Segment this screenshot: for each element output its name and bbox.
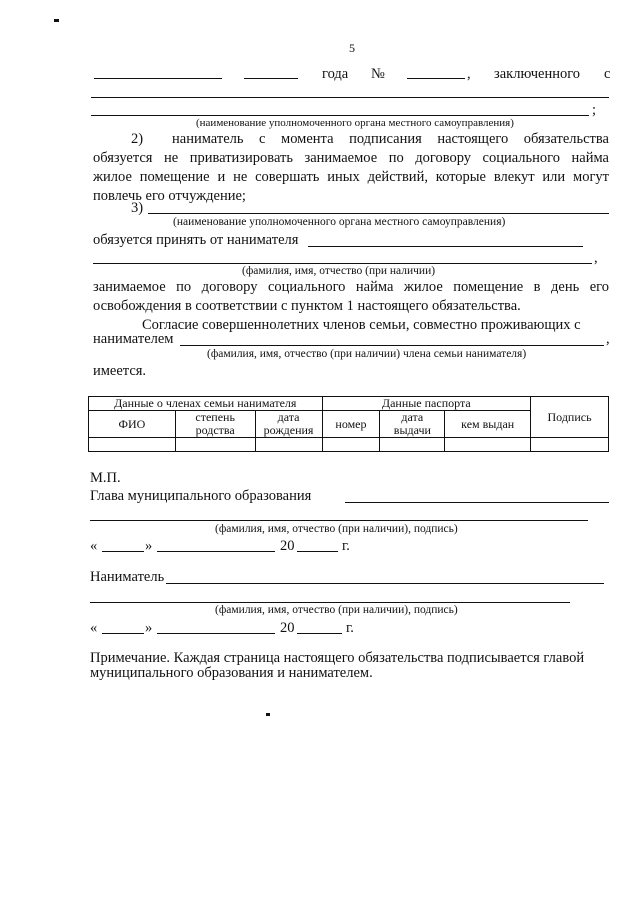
table-cell	[445, 438, 531, 452]
scan-speck	[54, 19, 59, 22]
blank-head-day	[102, 551, 144, 552]
blank-head-month	[157, 551, 275, 552]
consent-has: имеется.	[93, 363, 147, 379]
blank-tenant-day	[102, 633, 144, 634]
seal-mark: М.П.	[90, 470, 121, 486]
table-cell	[255, 438, 322, 452]
consent-line1: Согласие совершеннолетних членов семьи, совместно проживающих с	[142, 317, 581, 333]
caption-tenant: (фамилия, имя, отчество (при наличии), подпись)	[215, 604, 458, 616]
blank-head-year	[297, 551, 338, 552]
year-word: года	[322, 66, 349, 82]
blank-family-member	[180, 345, 604, 346]
item2-line2: обязуется не приватизировать занимаемое по договору социального найма	[93, 150, 609, 166]
blank-tenant-sign-2	[90, 602, 570, 603]
table-cell	[89, 438, 176, 452]
table-cell	[380, 438, 445, 452]
blank-tenant-name-2	[93, 263, 592, 264]
blank-day	[94, 78, 222, 79]
item3-line1: занимаемое по договору социального найма жилое помещение в день его	[93, 279, 609, 295]
tenant-quote-close: »	[145, 620, 153, 636]
blank-number	[407, 78, 465, 79]
blank-head-name	[345, 502, 609, 503]
header-comma: ,	[467, 66, 471, 82]
table-row	[89, 438, 609, 452]
blank-tenant-year	[297, 633, 342, 634]
item2-line4: повлечь его отчуждение;	[93, 188, 246, 204]
header-issued-by: кем выдан	[445, 411, 531, 438]
header-issue-date: дата выдачи	[380, 411, 445, 438]
concluded-word: заключенного	[494, 66, 581, 82]
header-semicolon: ;	[592, 102, 597, 118]
head-quote-close: »	[145, 538, 153, 554]
item2-number: 2)	[131, 131, 144, 147]
item3-number: 3)	[131, 200, 144, 216]
tenant-label: Наниматель	[90, 569, 165, 585]
note-line1: Примечание. Каждая страница настоящего обязательства подписывается главой	[90, 650, 585, 666]
blank-authority-line2	[91, 115, 589, 116]
page-number: 5	[349, 41, 355, 55]
number-sign: №	[371, 66, 385, 82]
blank-tenant-month	[157, 633, 275, 634]
family-members-table	[88, 396, 609, 452]
consent-comma: ,	[606, 331, 610, 347]
blank-head-name-2	[90, 520, 588, 521]
with-word: с	[604, 66, 611, 82]
caption-head: (фамилия, имя, отчество (при наличии), подпись)	[215, 523, 458, 535]
item2-line3: жилое помещение и не совершать иных действий, которые влекут или могут	[93, 169, 609, 185]
note-line2: муниципального образования и нанимателем.	[90, 665, 373, 681]
blank-authority-item3	[148, 213, 609, 214]
head-year-prefix: 20	[280, 538, 295, 554]
tenant-quote-open: «	[90, 620, 98, 636]
blank-authority-line1	[91, 97, 609, 98]
scan-speck	[266, 713, 270, 716]
table-cell	[531, 438, 609, 452]
header-birth-date: дата рождения	[255, 411, 322, 438]
header-fio: ФИО	[89, 411, 176, 438]
head-quote-open: «	[90, 538, 98, 554]
header-relation: степень родства	[175, 411, 255, 438]
item3-line2: освобождения в соответствии с пунктом 1 настоящего обязательства.	[93, 298, 521, 314]
head-label: Глава муниципального образования	[90, 488, 312, 504]
header-passport-number: номер	[322, 411, 380, 438]
caption-fio-1: (фамилия, имя, отчество (при наличии)	[242, 265, 436, 277]
header-signature: Подпись	[531, 397, 609, 438]
blank-month	[244, 78, 298, 79]
table-cell	[322, 438, 380, 452]
tenant-year-prefix: 20	[280, 620, 295, 636]
caption-authority-2: (наименование уполномоченного органа местного самоуправления)	[173, 216, 506, 228]
header-family-group: Данные о членах семьи нанимателя	[89, 397, 323, 411]
table-cell	[175, 438, 255, 452]
consent-line2: нанимателем	[93, 331, 174, 347]
head-year-suffix: г.	[342, 538, 350, 554]
item2-line1: наниматель с момента подписания настоящего обязательства	[172, 131, 609, 147]
caption-authority-1: (наименование уполномоченного органа местного самоуправления)	[196, 117, 514, 129]
caption-family-member: (фамилия, имя, отчество (при наличии) члена семьи нанимателя)	[207, 348, 527, 360]
blank-tenant-name	[308, 246, 583, 247]
blank-tenant-sign	[166, 583, 604, 584]
tenant-year-suffix: г.	[346, 620, 354, 636]
item3-accept: обязуется принять от нанимателя	[93, 232, 299, 248]
item3-comma: ,	[594, 250, 598, 266]
header-passport-group: Данные паспорта	[322, 397, 531, 411]
